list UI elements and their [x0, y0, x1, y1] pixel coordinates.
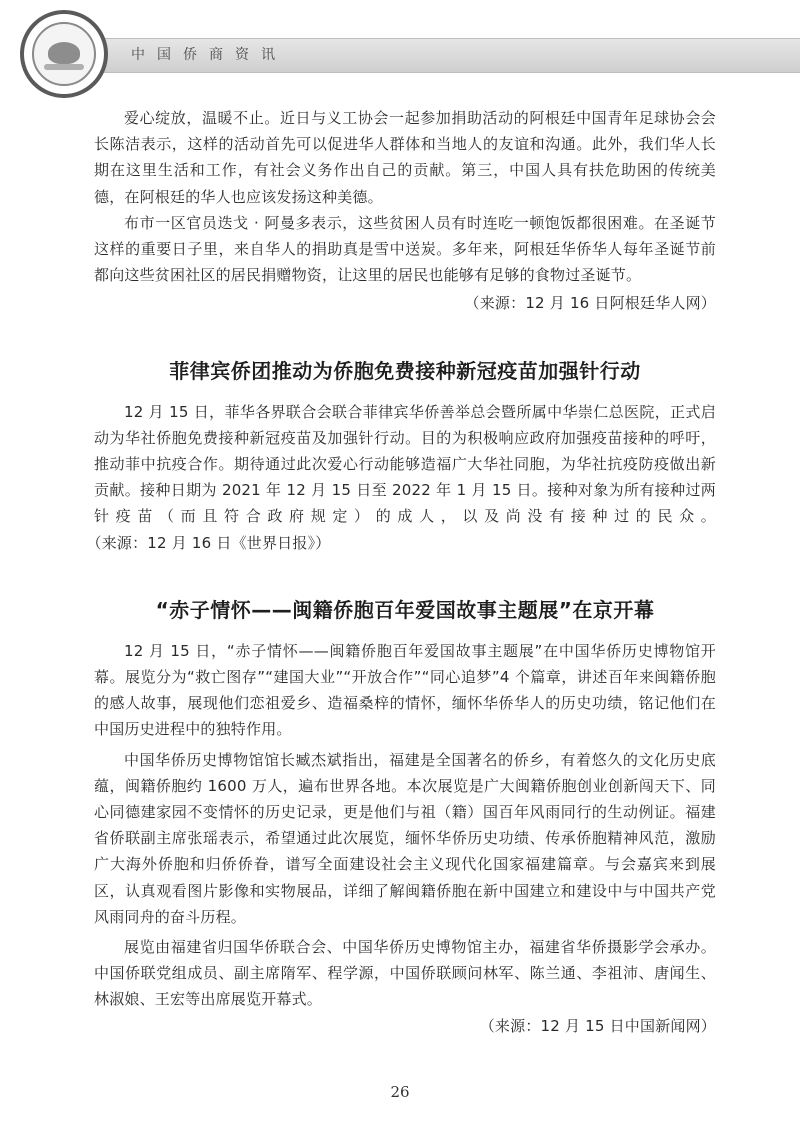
article-source: （来源：12 月 15 日中国新闻网）: [479, 1016, 716, 1035]
body-paragraph: 爱心绽放，温暖不止。近日与义工协会一起参加捐助活动的阿根廷中国青年足球协会会长陈洁表示，这样的活动首先可以促进华人群体和当地人的友谊和沟通。此外，我们华人长期在这里生活和工作，有社会义务作出自己的贡献。第三，中国人具有扶危助困的传统美德，在阿根廷的华人也应该发扬这种美德。: [94, 109, 716, 206]
body-paragraph: 12 月 15 日，“赤子情怀——闽籍侨胞百年爱国故事主题展”在中国华侨历史博物馆开幕。展览分为“救亡图存”“建国大业”“开放合作”“同心追梦”4 个篇章，讲述百年来闽籍侨胞的感人故事，展现他们恋祖爱乡、造福桑梓的情怀，缅怀华侨华人的历史功绩，铭记他们在中国历史进程中的独特作用。: [94, 641, 716, 739]
body-paragraph: 布市一区官员迭戈 · 阿曼多表示，这些贫困人员有时连吃一顿饱饭都很困难。在圣诞节这样的重要日子里，来自华人的捐助真是雪中送炭。多年来，阿根廷华侨华人每年圣诞节前都向这些贫困社区的居民捐赠物资，让这里的居民也能够有足够的食物过圣诞节。: [94, 213, 716, 285]
body-paragraph: 中国华侨历史博物馆馆长臧杰斌指出，福建是全国著名的侨乡，有着悠久的文化历史底蕴，闽籍侨胞约 1600 万人，遍布世界各地。本次展览是广大闽籍侨胞创业创新闯天下、同心同德建家园不变情怀的历史记录，更是他们与祖（籍）国百年风雨同行的生动例证。福建省侨联副主席张瑶表示，希望通过此次展览，缅怀华侨历史功绩、传承侨胞精神风范，激励广大海外侨胞和归侨侨眷，谱写全面建设社会主义现代化国家福建篇章。与会嘉宾来到展区，认真观看图片影像和实物展品，详细了解闽籍侨胞在新中国建立和建设中与中国共产党风雨同舟的奋斗历程。: [94, 750, 716, 926]
section-philippines-vaccine: [94, 399, 716, 556]
logo-emblem-icon: [32, 22, 96, 86]
section-fujian-exhibition: [94, 638, 716, 1039]
article-source: （来源：12 月 16 日《世界日报》）: [94, 533, 331, 552]
article-content: [94, 105, 716, 1039]
page-number: 26: [390, 1083, 410, 1101]
article-title: 菲律宾侨团推动为侨胞免费接种新冠疫苗加强针行动: [169, 358, 641, 383]
publication-logo: [20, 10, 108, 98]
running-header-title: 中国侨商资讯: [131, 47, 287, 63]
article-source: （来源：12 月 16 日阿根廷华人网）: [464, 294, 716, 313]
body-paragraph: [94, 399, 716, 556]
section-argentina-donation: [94, 105, 716, 317]
article-title: “赤子情怀——闽籍侨胞百年爱国故事主题展”在京开幕: [155, 597, 655, 622]
body-paragraph-text: 12 月 15 日，菲华各界联合会联合菲律宾华侨善举总会暨所属中华崇仁总医院，正式启动为华社侨胞免费接种新冠疫苗及加强针行动。目的为积极响应政府加强疫苗接种的呼吁，推动菲中抗疫合作。期待通过此次爱心行动能够造福广大华社同胞，为华社抗疫防疫做出新贡献。接种日期为 2021 年 12 月 15 日至 2022 年 1 月 15 日。接种对象为所有接种过两针疫苗（而且符合政府规定）的成人，以及尚没有接种过的民众。: [94, 402, 716, 526]
body-paragraph: 展览由福建省归国华侨联合会、中国华侨历史博物馆主办，福建省华侨摄影学会承办。中国侨联党组成员、副主席隋军、程学源，中国侨联顾问林军、陈兰通、李祖沛、唐闻生、林淑娘、王宏等出席展览开幕式。: [94, 938, 716, 1009]
